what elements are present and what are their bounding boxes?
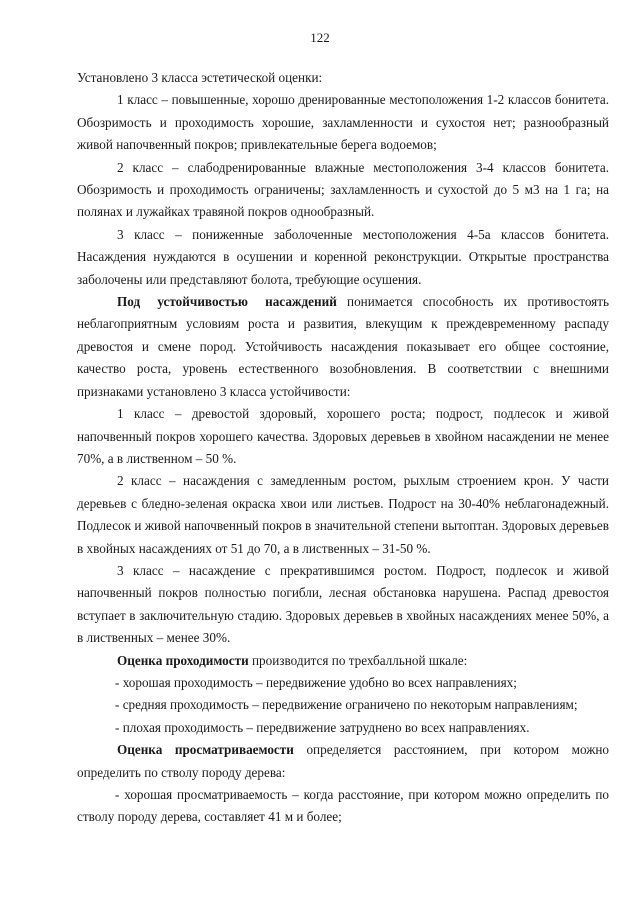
stability-class-1: 1 класс – древостой здоровый, хорошего роста; подрост, подлесок и живой напочвенный покров хорошего качества. Здоровых деревьев в хвойном насаждении не менее 70%, а в лиственном – 50 %. — [77, 406, 609, 466]
visibility-item-good: - хорошая просматриваемость – когда расстояние, при котором можно определить по стволу породу дерева, составляет 41 м и более; — [77, 787, 609, 825]
stability-class-2: 2 класс – насаждения с замедленным ростом, рыхлым строением крон. У части деревьев с бледно-зеленая окраска хвои или листьев. Подрост на 30-40% неблагонадежный. Подлесок и живой напочвенный покров в значительной степени вытоптан. Здоровых деревьев в хвойных насаждениях от 51 до 70, а в лиственных – 31-50 %. — [77, 473, 609, 556]
stability-text: понимается способность их противостоять неблагоприятным условиям роста и развития, влекущим к преждевременному распаду древостоя и смене пород. Устойчивость насаждения показывает его общее состояние, качество роста, уровень естественного возобновления. В соответствии с внешними признаками установлено 3 класса устойчивости: — [77, 294, 610, 399]
visibility-paragraph — [77, 739, 609, 784]
visibility-term: Оценка просматриваемости — [117, 742, 294, 758]
passability-text: производится по трехбалльной шкале: — [248, 652, 468, 668]
aesthetic-class-2: 2 класс – слабодренированные влажные местоположения 3-4 классов бонитета. Обозримость и проходимость ограничены; захламленность и сухостой до 5 м3 на 1 га; на полянах и лужайках травяной покров однообразный. — [77, 159, 609, 220]
visibility-text: определяется расстоянием, при котором можно определить по стволу породу дерева: — [77, 742, 610, 780]
aesthetic-class-3: 3 класс – пониженные заболоченные местоположения 4-5а классов бонитета. Насаждения нуждаются в осушении и коренной реконструкции. Открытые пространства заболочены или представляют болота, требующие осушения. — [77, 226, 609, 287]
passability-item-good: - хорошая проходимость – передвижение удобно во всех направлениях; — [115, 674, 517, 690]
page-number: 122 — [310, 30, 330, 45]
intro-paragraph: Установлено 3 класса эстетической оценки: — [77, 70, 323, 85]
stability-paragraph — [77, 291, 609, 403]
passability-term: Оценка проходимости — [117, 652, 249, 668]
passability-item-medium: - средняя проходимость – передвижение ограничено по некоторым направлениям; — [115, 697, 578, 713]
stability-class-3: 3 класс – насаждение с прекратившимся ростом. Подрост, подлесок и живой напочвенный покров полностью погибли, лесная обстановка нарушена. Распад древостоя вступает в заключительную стадию. Здоровых деревьев в хвойных насаждениях менее 50%, а в лиственных – менее 30%. — [77, 562, 609, 646]
passability-paragraph — [77, 650, 609, 672]
aesthetic-class-1: 1 класс – повышенные, хорошо дренированные местоположения 1-2 классов бонитета. Обозримость и проходимость хорошие, захламленности и сухостоя нет; разнообразный живой напочвенный покров; привлекательные берега водоемов; — [77, 92, 609, 153]
page-body — [77, 67, 609, 829]
stability-term: Под устойчивостью насаждений — [117, 294, 337, 310]
passability-item-poor: - плохая проходимость – передвижение затруднено во всех направлениях. — [115, 719, 530, 735]
